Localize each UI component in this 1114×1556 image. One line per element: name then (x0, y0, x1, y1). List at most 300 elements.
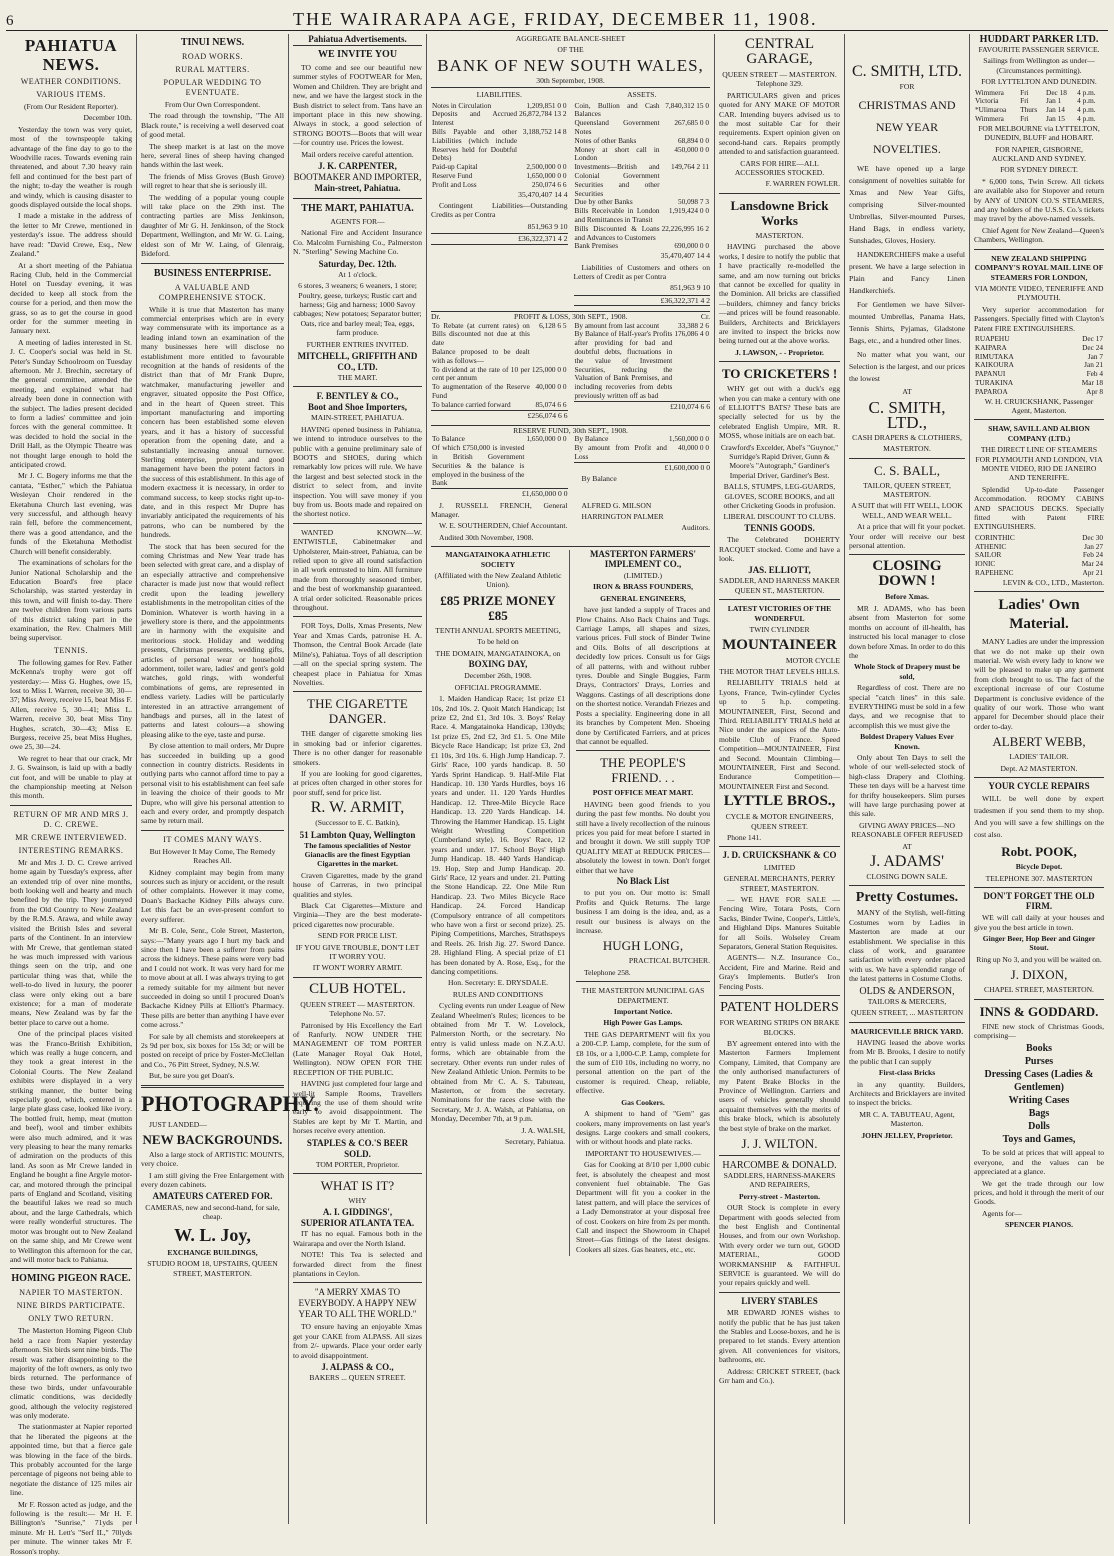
pl-left-row-cell: To augmentation of the Reserve Fund (432, 382, 530, 400)
ship-row-cell: ATHENIC (975, 541, 1007, 551)
rules-sign2: Secretary, Pahiatua. (504, 1136, 565, 1146)
club-staples: STAPLES & CO.'S BEER SOLD. (306, 1137, 409, 1159)
ad-text: MR EDWARD JONES wishes to notify the public that he has just taken the Stables and Loose-boxes, and he is prepared to let stands. Every attention given. All conveniences for visitors, bathrooms, etc. (719, 1308, 840, 1365)
liabilities-table (431, 102, 568, 190)
article-paragraph: Mr J. C. Bogery informs me that the cantata, "Esther," which the Pahiatua Wesleyan Choir rendered in the Eketahuna Church last evening, was very successful, and although heavy rain fell, before the commencement, there was a good attendance, and the funds of the Eketahuna Methodist Church will benefit considerably. (10, 471, 132, 556)
column-pahiatua-news (6, 34, 137, 1556)
asset-row-cell: Investments—British and Colonial Government Securities and other Securities (574, 162, 660, 198)
ad-text: WILL be well done by expert tradesmen if you send them to my shop. And you will save a few shillings on the cost also. (974, 794, 1104, 840)
harcombe-name: HARCOMBE & DONALD. (722, 1159, 837, 1171)
article-paragraph: While it is true that Masterton has many commercial enterprises which are in every way commensurate with its importance as a leading inland town an examination of the many businesses here will disclose no establishment more entitled to favourable recognition at the hands of residents of the district than that of Mr Frank Dupre, watchmaker, manufacturing jeweller and engraver, situated opposite the Post Office, and in the heart of Queen street. This important manufacturing and importing concern has been established some eleven years, and it has a history of successful operation from the opening date, and a substantially increasing annual turnover. Sterling enterprise, probity and good management have been the potent factors in the success of this establishment. In this age of modern exactness it is necessary, in order to command success, to keep stocks right up-to-date, and in this respect Mr Dupre has invariably anticipated the requirements of his patrons, who can be numbered by the hundreds. (141, 304, 284, 540)
armit-sub: (Successor to E. C. Batkin), (315, 818, 400, 828)
pl-left-total: £256,074 6 6 (431, 410, 568, 420)
firm-ring: Ring up No 3, and you will be waited on. (976, 954, 1102, 964)
ad-text: Chief Agent for New Zealand—Queen's Chambers, Wellington. (974, 225, 1104, 245)
liability-row-cell: Paid-up Capital (432, 162, 478, 172)
pl-right-table (574, 322, 711, 401)
ath-date: December 26th, 1908. (464, 671, 532, 681)
article-paragraph: The sheep market is at last on the move here, several lines of sheep having changed hands within the last week. (141, 141, 284, 170)
pl-left-table (431, 322, 568, 410)
liability-row-cell: Deposits and Accrued Interest (432, 109, 518, 128)
ship-row-cell: Mar 24 (1081, 559, 1103, 569)
inns-agents: Agents for— (982, 1208, 1022, 1218)
pl-right-row-cell: By Balance of Half-year's Profits after providing for bad and doubtful debts, fluctuations in the value of Investment Securities, reducing the Valuation of Bank Premises, and including recoveries from debts previously written off as bad (574, 329, 673, 400)
comes-heading: IT COMES MANY WAYS. (163, 834, 262, 844)
ad-text: If you are looking for good cigarettes, at prices often charged in other stores for poor stuff, send for price list. (293, 768, 422, 797)
pl-right-row-cell: 33,388 2 6 (677, 320, 709, 330)
reserve-fund (431, 435, 710, 500)
grand-liab: £36,322,371 4 2 (431, 233, 568, 244)
ad-text: For Gentlemen we have Silver-mounted Umbrellas, Panama Hats, Tennis Shirts, Pyjamas, Gladstone Bags, etc., and a hundred other lines. (849, 300, 965, 346)
lyttle-sub: CYCLE & MOTOR ENGINEERS, QUEEN STREET. (725, 812, 834, 831)
pahiatua-ads-banner: Pahiatua Advertisements. (293, 34, 422, 46)
ball-name: C. S. BALL, (873, 462, 941, 478)
liabilities-heading: LIABILITIES. (476, 90, 522, 100)
pl-right-row-cell: 176,086 4 0 (674, 329, 709, 339)
shaw-heading: SHAW, SAVILL AND ALBION COMPANY (LTD.) (988, 424, 1090, 443)
ad-text: BALLS, STUMPS, LEG-GUARDS, GLOVES, SCORE BOOKS, and all other Cricketing Goods in profusion. (723, 482, 836, 511)
bentley-name: F. BENTLEY & CO., (316, 391, 399, 402)
photo-ad-line: CAMERAS, new and second-hand, for sale, cheap. (145, 1203, 280, 1222)
farm-gen: GENERAL ENGINEERS, (600, 593, 686, 603)
sailing-row-cell: Jan 1 (1046, 96, 1062, 106)
ad-text: HAVING just completed four large and well-lit Sample Rooms, Travellers requiring the use of them should write early to avoid disappointment. The Stables are kept by Mr T. Martin, and horses receive every attention. (293, 1079, 422, 1136)
byline: From Our Own Correspondent. (164, 100, 261, 109)
ship-row-cell: Mar 18 (1081, 377, 1103, 387)
harcombe-sub: SADDLERS, HARNESS-MAKERS AND REPAIRERS, (723, 1170, 836, 1190)
pl-left-row (431, 348, 568, 366)
article-paragraph: The friends of Miss Groves (Bush Grove) will regret to hear that she is seriously ill. (141, 171, 284, 191)
invite-heading: WE INVITE YOU (317, 49, 398, 60)
farm-text: have just landed a supply of Traces and Plow Chains. Also Back Chains and Tugs. Carriage Lamps, all shapes and sizes, various prices. Full stock of Binder Twine and Oils. Bolts of all descriptions at decidedly low prices. Consult us for Gigs of all patterns, with and without rubber tyres. Double and Single Buggies, Farm Drays, Contractors' Drays, Lorries and Waggons. Castings of all descriptions done on the shortest notice. Verandah Friezes and Posts a speciality. Engineering done in all its branches by Competent Men. Shoeing done by Certificated Farriers, and at prices that cannot be equalled. (576, 605, 710, 746)
column-smith-ads (845, 34, 970, 1524)
liability-row (431, 128, 568, 163)
farm-ltd: (LIMITED.) (623, 571, 663, 581)
pook-sub: Bicycle Depot. (1015, 862, 1063, 872)
patent-heading: PATENT HOLDERS (720, 1000, 839, 1016)
amateurs-line: AMATEURS CATERED FOR. (152, 1190, 273, 1201)
pigeon-subhead: NINE BIRDS PARTICIPATE. (16, 1301, 126, 1311)
smith-place: MASTERTON. (883, 444, 931, 454)
signature: W. E. SOUTHERDEN, Chief Accountant. (439, 521, 568, 531)
ad-text: FINE new stock of Christmas Goods, comprising— (974, 1021, 1104, 1040)
pl-left-row-cell: 85,074 6 6 (535, 399, 567, 409)
ad-text: MR J. ADAMS, who has been absent from Masterton for some months on account of ill-health, has instructed his local manager to close down before Xmas. In order to do this the (849, 603, 965, 660)
carpenter-trade: BOOTMAKER AND IMPORTER, (293, 172, 422, 183)
pl-left-row-cell: 6,128 6 5 (539, 320, 567, 330)
xmas-heading: "A MERRY XMAS TO EVERYBODY. A HAPPY NEW YEAR TO ALL THE WORLD." (298, 1287, 417, 1320)
harcombe-address: Perry-street - Masterton. (738, 1191, 821, 1201)
rules-text: Cycling events run under League of New Zealand Wheelmen's Rules; licences to be obtained from Mr T. W. Lovelock, Palmerston North, or the secretary. No entry is valid unless made on N.Z.A.U. forms, which are obtainable from the secretary. Other events run under rules of New Zealand Athletic Union. Permits to be obtained from Mr C. A. S. Tabuteau, Masterton, or from the secretary. Nominations for the races close with the Secretary, Mr J. A. Walsh, at Pahiatua, on Monday, December 7th, at 9 p.m. (431, 1001, 565, 1124)
mart-heading: THE MART, PAHIATUA. (301, 203, 414, 215)
nz-ships-table (974, 335, 1104, 397)
pl-right-total: £210,074 6 6 (574, 401, 711, 411)
dixon-address: CHAPEL STREET, MASTERTON. (984, 985, 1094, 995)
mountaineer-name: MOUNTAINEER (722, 636, 837, 653)
page-number: 6 (6, 13, 15, 29)
ship-row-cell: Dec 17 (1082, 333, 1103, 343)
res-left-row-cell: To Balance (432, 434, 465, 444)
ship-row-cell: RIMUTAKA (975, 351, 1014, 361)
contingent-val: 851,963 9 10 (527, 221, 568, 231)
meat-text2: to put you on. Our motto is: Small Profits and Quick Returns. The large business I am doing is the idea, and, as a result our business is always on the increase. (576, 888, 710, 936)
cycle-heading: YOUR CYCLE REPAIRS (988, 781, 1090, 792)
tinui-subhead: POPULAR WEDDING TO EVENTUATE. (163, 78, 262, 97)
sailing-row-cell: Jan 14 (1046, 105, 1065, 115)
asset-row (574, 225, 711, 243)
ad-text: Mail orders receive careful attention. (301, 149, 414, 159)
carpenter-name: J. K. CARPENTER, (318, 161, 397, 172)
armit-trouble: IF YOU GIVE TROUBLE, DON'T LET IT WORRY YOU. (295, 942, 420, 962)
list-item: Purses (1024, 1056, 1054, 1068)
article-paragraph: The examinations of scholars for the Junior National Scholarship and the Education Board's free place Scholarship, was started yesterday in this town, and will finish to-day. There are twelve children from various parts of this district taking part in the examination, the Rev. Chalmers Mill being supervisor. (10, 558, 132, 643)
giddings-name: A. I. GIDDINGS', (322, 1207, 393, 1218)
various-items-subhead: VARIOUS ITEMS. (36, 90, 106, 99)
ship-row-cell: IONIC (975, 559, 996, 569)
article-paragraph: But, be sure you get Doan's. (149, 1071, 235, 1081)
res-right-bal: By Balance (581, 474, 617, 484)
article-paragraph: The wedding of a popular young couple will take place on the 29th inst. The contracting parties are Miss Jenkinson, daughter of Mr G. H. Jenkinson, of the Stock Department, Wellington, and Mr W. G. Laing, eldest son of Mr W. Laing, of Glenraig, Bideford. (141, 192, 284, 259)
sailing-row-cell: Fri (1020, 87, 1029, 97)
garage-heading: CENTRAL GARAGE, (744, 36, 815, 67)
signature: HARRINGTON PALMER (581, 511, 664, 521)
smith-name-2: C. SMITH, LTD., (868, 397, 946, 432)
asset-row-cell: 7,840,312 15 0 (665, 100, 709, 110)
ship-row-cell: Feb 4 (1086, 369, 1103, 379)
liability-row (431, 181, 568, 190)
asset-row (574, 207, 711, 225)
elliott-name: JAS. ELLIOTT, (748, 565, 811, 576)
ad-text: IT has no equal. Famous both in the Wairarapa and over the North Island. (293, 1229, 422, 1248)
liability-row-cell: Notes in Circulation (432, 100, 492, 110)
ship-row-cell: PAPAROA (975, 386, 1008, 396)
armit-send: SEND FOR PRICE LIST. (317, 931, 398, 941)
ship-row-cell: Apr 8 (1086, 386, 1103, 396)
mart-date: Saturday, Dec. 12th. (318, 258, 397, 269)
mart-agents: AGENTS FOR— (330, 217, 385, 227)
assets-side (574, 90, 711, 308)
bentley-address: MAIN-STREET, PAHIATUA. (310, 413, 405, 423)
res-right-row-cell: 1,560,000 0 0 (668, 434, 709, 444)
asset-row-cell: 450,000 0 0 (674, 144, 709, 154)
meat-nolist: No Black List (616, 875, 670, 886)
column-pahiatua-ads (289, 34, 427, 1524)
article-paragraph: For sale by all chemists and storekeepers at 2s 9d per box, six boxes for 15s 3d; or will be posted on receipt of price by Foster-McClellan and Co., 76 Pitt Street, Sydney, N.S.W. (141, 1031, 284, 1069)
article-paragraph: The Masterton Homing Pigeon Club held a race from Napier yesterday afternoon. Six birds sent nine birds. The result was rather disappointing to the majority of the loft owners, as only two birds returned. The performance of these two birds, under unfavourable climatic conditions, was decidedly good, although the velocity registered was only moderate. (10, 1326, 132, 1420)
sailing-row-cell: 4 p.m. (1077, 105, 1096, 115)
motor-twin: TWIN CYLINDER (749, 625, 810, 635)
mauriceville-heading: MAURICEVILLE BRICK YARD. (850, 1026, 964, 1036)
smith-at: AT (902, 387, 912, 397)
liability-row-cell: 2,500,000 0 0 (526, 162, 567, 172)
ad-text: in any quantity. Builders, Architects and Bricklayers are invited to inspect the bricks. (849, 1079, 965, 1108)
adams-name: J. ADAMS' (869, 853, 944, 871)
ath-held: To be held on (477, 637, 519, 647)
asset-row (574, 242, 711, 251)
brick-prop: J. LAWSON, - - Proprietor. (735, 347, 824, 357)
return-heading: RETURN OF MR AND MRS J. D. C. CREWE. (13, 809, 129, 829)
giddings-sub: SUPERIOR ATLANTA TEA. (300, 1218, 415, 1229)
list-item: Writing Cases (1008, 1095, 1070, 1107)
cigarette-heading: THE CIGARETTE DANGER. (307, 696, 408, 727)
profit-loss (431, 322, 710, 422)
bank-top: AGGREGATE BALANCE-SHEET (515, 34, 626, 43)
elliott-sub: SADDLER, AND HARNESS MAKER QUEEN ST., MASTERTON. (719, 576, 840, 595)
asset-row-cell: 50,098 7 3 (677, 197, 709, 207)
res-right-table (574, 435, 711, 461)
assets-contra: Liabilities of Customers and others on Letters of Credit as per Contra (573, 262, 710, 281)
ship-row-cell: Jan 27 (1084, 541, 1103, 551)
article-paragraph: A meeting of ladies interested in St. J. C. Cooper's social was held in St. Peter's Sunday Schoolroom on Tuesday afternoon. Mr J. Brechin, secretary of the general committee, attended the meeting, and explained what had already been done in connection with the subject. The ladies present decided to form a ladies' committee and join forces with the general committee. It was decided to hold the social in the Drill Hall, as the Olympic Theatre was not thought large enough to hold the anticipated crowd. (10, 337, 132, 470)
column-shipping-ads (970, 34, 1108, 1524)
bank-date: 30th September, 1908. (536, 75, 605, 85)
ad-text: TO ensure having an enjoyable Xmas get your CAKE from ALPASS. All sizes from 2/- upwards. Place your order early to avoid disappointment. (293, 1322, 422, 1360)
alpass-name: J. ALPASS & CO., (321, 1362, 394, 1372)
ad-text: BY agreement entered into with the Masterton Farmers Implement Company, Limited, that Company are the only authorised manufacturers of my Patent Brake Blocks in the Province of Wellington. Carriers and users of vehicles generally should acquaint themselves with the merits of this brake block, which is absolutely the best style of brake on the market. (719, 1038, 840, 1133)
asset-row-cell: Bills Receivable in London and Remittances in Transit (574, 206, 660, 224)
smith-xmas: CHRISTMAS AND NEW YEAR NOVELTIES. (858, 98, 956, 157)
ad-text: At a price that will fit your pocket. Your order will receive our best personal attention. (849, 522, 965, 551)
gas-text: THE GAS DEPARTMENT will fix you a 200-C.P. Lamp, complete, for the sum of £8 10s, or a 1,000-C.P. Lamp, complete for the sum of £10 10s, including no worry, no personal attention on the part of the customer is required. Cheap, reliable, effective. (576, 1029, 710, 1096)
hp-for3: FOR NAPIER, GISBORNE, AUCKLAND AND SYDNEY. (991, 144, 1087, 164)
bank-of: OF THE (557, 45, 584, 55)
hp-for4: FOR SYDNEY DIRECT. (1000, 165, 1078, 175)
ship-row-cell: SAILOR (975, 550, 1002, 560)
shaw-sub: THE DIRECT LINE OF STEAMERS FOR PLYMOUTH AND LONDON, VIA MONTE VIDEO, RIO DE JANEIRO AND TENERIFFE. (975, 445, 1103, 483)
sailing-row-cell: Fri (1020, 114, 1029, 124)
hp-text: Sailings from Wellington as under—(Circumstances permitting). (983, 56, 1095, 75)
pl-left-row-cell: 40,000 0 0 (535, 382, 567, 392)
sailing-row-cell: Wimmera (975, 114, 1004, 124)
tennis-goods-heading: TENNIS GOODS. (744, 522, 815, 533)
ad-text: WANTED KNOWN—W. ENTWISTLE, Cabinetmaker and Upholsterer, Main-street, Pahiatua, can be relied upon to give all round satisfaction in all work entrusted to him. All furniture made from thoroughly seasoned timber, and the best of workmanship guaranteed. A trial order solicited. Reasonable prices throughout. (293, 527, 422, 613)
ad-text: RELIABILITY TRIALS held at Lyons, France, Twin-cylinder Cycles up to 5 h.p. competing. MOUNTAINEER, First, Second and Third. RELIABILITY TRIALS held at Nice under the auspices of the Auto-mobile Club of France. Speed Competition—MOUNTAINEER, First and Second. Mountain Climbing—MOUNTAINEER, First and Second. Endurance Competition—MOUNTAINEER First and Second. (719, 678, 840, 791)
asset-row-cell: Due by other Banks (574, 197, 633, 207)
liability-row-cell: 26,872,784 13 2 (519, 109, 567, 119)
asset-row-cell: 1,919,424 0 0 (668, 206, 709, 216)
ship-row-cell: PAPANUI (975, 369, 1006, 379)
ship-row-cell: Dec 24 (1082, 342, 1103, 352)
ship-row-cell: KAIPARA (975, 342, 1007, 352)
pigeon-subhead: NAPIER TO MASTERTON. (19, 1288, 123, 1298)
pook-tel: TELEPHONE 307. MASTERTON (985, 873, 1093, 883)
joy-address: EXCHANGE BUILDINGS, (167, 1247, 258, 1257)
res-right-row-cell: By amount from Profit and Loss (574, 443, 667, 461)
ad-text: HAVING leased the above works from Mr B. Brooks, I desire to notify the public that I can supply (849, 1037, 965, 1066)
what-heading: WHAT IS IT? (320, 1177, 395, 1193)
joy-name: W. L. Joy, (174, 1224, 251, 1245)
article-paragraph: Mr and Mrs J. D. C. Crewe arrived home again by Tuesday's express, after an extended trip of over nine months, both looking well and hearty and much benefited by the trip. They journeyed from the Old Country to New Zealand by the R.M.S. Arawa, and while away visited the British Isles and several parts of the Continent. In an interview with Mr Crewe, that gentleman stated he was much impressed with various things seen on the trip, and one particular thing was that, while the well-to-do lived in luxury, the poorer class were only eking out a bare existence; for a man of moderate means, New Zealand was by far the better place to carve out a home. (10, 857, 132, 1027)
ad-text: PARTICULARS given and prices quoted for ANY MAKE OF MOTOR CAR. Intending buyers advised us to the most suitable Car for their requirements. Expert opinion given on second-hand cars. Repairs promptly attended to and satisfaction guaranteed. (719, 90, 840, 157)
gas-text2: A shipment to hand of "Gem" gas cookers, many improvements on last year's designs. Large cookers and small cookers, with or without hoods and plate racks. (576, 1109, 710, 1147)
hp-for2: FOR MELBOURNE via LYTTELTON, DUNEDIN, BLUFF and HOBART. (978, 123, 1100, 143)
asset-row-cell: Notes of other Banks (574, 135, 637, 145)
mitchell-sub: THE MART. (337, 372, 378, 382)
hp-heading: HUDDART PARKER LTD. (979, 34, 1099, 45)
liability-row (431, 110, 568, 128)
ad-text: HAVING opened business in Pahiatua, we intend to introduce ourselves to the public with a genuine preliminary sale of BOOTS and SHOES, during which remarkably low prices will rule. We have the largest and best selected stock in the district to select from, and invite inspection. You will save money if you buy from us. Boots made and repaired on the shortest notice. (293, 424, 422, 519)
ladies-heading: Ladies' Own Material. (998, 597, 1080, 633)
ad-text: — WE HAVE FOR SALE — Fencing Wire, Totara Posts, Corn Sacks, Binder Twine, Cooper's, Little's, and Highland Dips. Manures Suitable for all Soils. Wolseley Cream Separators, General Station Requisites. (719, 895, 840, 952)
pl-left-row-cell: To balance carried forward (432, 399, 511, 409)
nz-heading: NEW ZEALAND SHIPPING COMPANY'S ROYAL MAIL LINE OF STEAMERS FOR LONDON, (974, 253, 1104, 282)
hugh-tel: Telephone 258. (584, 967, 631, 977)
inns-heading: INNS & GODDARD. (979, 1003, 1099, 1019)
article-paragraph: The stock that has been secured for the coming Christmas and New Year trade has been selected with great care, and a display of an especially attractive and comprehensive character is made just now that would reflect credit upon the leading jewellery establishments in the metropolitan cities of the Dominion. Whatever is worth having in a jewellery store is there, and the appointments are in harmony with the exquisite and meritorious stock. Holiday and wedding presents, Christmas presents, wedding gifts, articles of personal wear or household adornment, toilet ware, ladies' and gent's gold watches, gold rings, with wonderful combinations of gems, are represented in endless variety. Ladies will be particularly interested in an attractive arrangement of handbags and purses, all in the latest of patterns and latest colours—a showing pleasing alike to the eye, taste and purse. (141, 541, 284, 739)
pl-left-row-cell: To dividend at the rate of 10 per cent per annum (432, 364, 530, 383)
res-left-total: £1,650,000 0 0 (431, 488, 568, 498)
armit-worry: IT WON'T WORRY ARMIT. (312, 963, 403, 973)
ship-row-cell: RUAPEHU (975, 333, 1010, 343)
closing-boldest: Boldest Drapery Values Ever Known. (860, 732, 954, 751)
gas-heading: THE MASTERTON MUNICIPAL GAS DEPARTMENT. (581, 986, 705, 1005)
webb-address: Dept. A2 MASTERTON. (1000, 763, 1078, 773)
sailing-row-cell: 4 p.m. (1077, 96, 1096, 106)
motor-latest: LATEST VICTORIES OF THE WONDERFUL (727, 604, 832, 623)
list-item: Dressing Cases (Ladies & Gentlemen) (984, 1069, 1094, 1094)
pl-dr: Dr. (431, 312, 441, 322)
liability-row-cell: Profit and Loss (432, 179, 477, 189)
asset-row-cell: Bills Discounted & Loans and Advances to Customers (574, 223, 660, 242)
ship-row-cell: Jan 21 (1084, 360, 1103, 370)
gas-cookers: Gas Cookers. (621, 1097, 665, 1107)
res-right-total: £1,600,000 0 0 (574, 462, 711, 472)
ad-text: The Celebrated DOHERTY RACQUET stocked. Come and have a look. (719, 535, 840, 564)
pahiatua-news-heading: PAHIATUA NEWS. (24, 36, 118, 74)
ad-text: Splendid Up-to-date Passenger Accommodation. ROOMY CABINS AND SPACIOUS DECKS. Specially fitted with Patent FIRE EXTINGUISHERS. (974, 484, 1104, 532)
article-paragraph: The stationmaster at Napier reported that he liberated the pigeons at the appointed time, but that a fierce gale was blowing in the face of the birds. This probably accounted for the large percentage of pigeons not being able to negotiate the distance of 125 miles air line. (10, 1422, 132, 1498)
ath-items: 1. Maiden Handicap Race; 1st prize £1 10s, 2nd 10s. 2. Quoit Match Handicap; 1st prize £2, 2nd £1, 3rd 10s. 3. Boys' Relay Race. 4. Mangatainoka Handicap, 130yds; 1st prize £5, 2nd £2, 3rd £1. 5. One Mile Bicycle Race Handicap; 1st prize £3, 2nd £1 10s, 3rd 10s. 6. High Jump Handicap. 7. Girls' Race, 100 yards handicap. 8. 50 Yards Sprint Handicap. 9. Half-Mile Flat Handicap. 10. 130 Yards Hurdles, boys 16 years and under. 11. 120 Yards Hurdles Handicap. 12. Three-Mile Bicycle Race Handicap. 13. 220 Yards Handicap. 14. Throwing the Hammer Handicap. 15. Light Weight Wrestling Competition (Cumberland style). 16. Boys' Race, 12 years and under. 17. School Boys' High Jump Handicap. 18. 440 Yards Handicap. 19. Hop, Step and Jump Handicap. 20. Girls' Race, 12 years and under. 21. Putting the Stone Handicap. 22. One Mile Run Handicap. 23. Two Miles Bicycle Race Handicap. 24. Forced Handicap (Compulsory entrance of all competitors who have won a first or second prize). 25. Piping Competitions, Marches, Strathspeys and Reels. 26. Irish Jig. 27. Sword Dance. 28. Highland Fling. A special prize of £1 has been donated by A. Rose, Esq., for the dancing competitions. (431, 694, 565, 977)
liability-row-cell: 250,074 6 6 (531, 179, 567, 189)
mitchell-name: MITCHELL, GRIFFITH AND CO., LTD. (297, 350, 418, 372)
asset-row-cell: 22,226,995 16 2 (661, 223, 709, 233)
mauri-first: First-class Bricks (878, 1068, 936, 1078)
asset-row-cell: Coin, Bullion and Cash Balances (574, 100, 660, 119)
ship-row-cell: RAPEHENC (975, 567, 1014, 577)
ath-programme: OFFICIAL PROGRAMME. (454, 682, 542, 692)
assets-total: 35,470,407 14 4 (660, 251, 710, 261)
res-right-row-cell: By Balance (574, 434, 609, 444)
asset-row-cell: 149,764 2 11 (670, 162, 709, 172)
meat-text: HAVING been good friends to you during the past few months. No doubt you still have a lively recollection of the ruinous prices you paid for meat before I started in and brought it down. We still supply TOP QUALITY MEAT at REDUCK PRICES—absolutely the lowest in town. Don't forget either that we have (576, 799, 710, 875)
pl-left-row (431, 366, 568, 384)
ad-text: Regardless of cost. There are no special "catch lines" in this sale. EVERYTHING must be sold in a few days, and we recognise that to accomplish this we must give the (849, 683, 965, 730)
sailing-row-cell: Jan 15 (1046, 114, 1065, 124)
shaw-agent: LEVIN & CO., LTD., Masterton. (1002, 577, 1104, 587)
comes-subhead: But However It May Come, The Remedy Reaches All. (149, 846, 276, 866)
signature: ALFRED G. MILSON (581, 500, 652, 510)
pl-left-row-cell: 125,000 0 0 (531, 364, 567, 374)
pigeon-heading: HOMING PIGEON RACE. (11, 1273, 131, 1285)
ad-text: HAVING purchased the above works, I desire to notify the public that I have practically re-modelled the same, and am now turning out bricks that cannot be excelled for quality in the Dominion. All bricks are classified—builders, chimney and fancy bricks—and prices will be found reasonable. Builders, Architects and Bricklayers are invited to inspect the bricks now being turned out at the above works. (719, 242, 840, 346)
bentley-trade: Boot and Shoe Importers, (307, 402, 407, 413)
sailing-row-cell: Victoria (975, 96, 999, 106)
contingent: Contingent Liabilities—Outstanding Credits as per Contra (431, 201, 568, 220)
ad-text: AGENTS— N.Z. Insurance Co., Accident, Fire and Marine. Reid and Gray's Implements. Butler's Iron Fencing Posts. (719, 953, 840, 991)
asset-row-cell: 690,000 0 0 (674, 241, 709, 251)
photography-heading: PHOTOGRAPHY. (141, 1090, 319, 1116)
ship-row-cell: Jan 7 (1087, 351, 1103, 361)
patent-sub: FOR WEARING STRIPS ON BRAKE BLOCKS. (719, 1018, 840, 1037)
column-masterton-ads (715, 34, 845, 1524)
ath-secretary: Hon. Secretary: E. DRYSDALE. (448, 978, 548, 988)
sailing-row-cell: Thurs (1020, 105, 1038, 115)
sailing-row (974, 115, 1104, 124)
mart-time: At 1 o'clock. (338, 269, 377, 279)
mauri-agent: MR C. A. TABUTEAU, Agent, Masterton. (859, 1109, 955, 1129)
shaw-ships-table (974, 534, 1104, 578)
article-paragraph: Kidney complaint may begin from many sources such as injury or accident, or the result of other complaints. However it may come, Doan's Backache Kidney Pills always cure. Let this fact be an ever-present comfort to every sufferer. (141, 867, 284, 924)
adams-sub: CLOSING DOWN SALE. (866, 872, 948, 882)
crui-sub: GENERAL MERCHANTS, PERRY STREET, MASTERTON. (723, 874, 836, 893)
hp-for1: FOR LYTTELTON AND DUNEDIN. (981, 77, 1097, 87)
mart-items: 6 stores, 3 weaners; 6 weaners, 1 store; Poultry, geese, turkeys; Rustic cart and harness; Gig and harness; 1000 Savoy cabbages; New potatoes; Separator butter; Oats, rice and barley meal; Tea, eggs, farm produce. (293, 281, 422, 338)
smith-sub: CASH DRAPERS & CLOTHIERS, (852, 432, 962, 442)
ad-text: No matter what you want, our Selection is the largest, and our prices the lowest (849, 350, 965, 384)
sailing-row-cell: Dec 18 (1046, 87, 1067, 97)
pl-cr: Cr. (700, 312, 710, 322)
liability-row-cell: 1,650,000 0 0 (526, 171, 567, 180)
bank-name: BANK OF NEW SOUTH WALES, (437, 55, 704, 75)
tinui-subhead: ROAD WORKS. (182, 52, 243, 61)
ad-text: TO come and see our beautiful new summer styles of FOOTWEAR for Men, Women and Children. They are bright and new, and we have the largest stock in the Bush district to select from. Tans have an important place in this new showing. Always in stock, a good selection of STRONG BOOTS—Boots that will wear—for country use. Prices the lowest. (293, 63, 422, 148)
interview-heading: MR CREWE INTERVIEWED. (15, 832, 127, 842)
list-item: Toys and Games, (1002, 1134, 1076, 1146)
olds-address: QUEEN STREET, ... MASTERTON (850, 1008, 964, 1018)
closing-heading: CLOSING DOWN ! (872, 558, 942, 590)
nz-sub: VIA MONTE VIDEO, TENERIFFE AND PLYMOUTH. (974, 283, 1104, 303)
closing-at: AT (902, 841, 912, 851)
pigeon-subhead: ONLY TWO RETURN. (28, 1314, 114, 1324)
photo-ad-line: JUST LANDED— (149, 1119, 207, 1129)
ad-text: WE have opened up a large consignment of novelties suitable for Xmas and New Year Gifts, comprising Silver-mounted Umbrellas, Silver-mounted Purses, Hand Bags, in endless variety, Sunshades, Gloves, Hosiery. (849, 164, 965, 246)
ath-heading: MANGATAINOKA ATHLETIC SOCIETY (445, 550, 551, 569)
ship-row-cell: Feb 24 (1082, 550, 1103, 560)
tinui-subhead: RURAL MATTERS. (175, 65, 250, 74)
olds-sub: TAILORS & MERCERS, (867, 996, 947, 1006)
brick-heading: Lansdowne Brick Works (730, 197, 829, 228)
pl-heading: PROFIT & LOSS, 30th SEPT., 1908. (513, 312, 628, 322)
ship-row-cell: Apr 21 (1082, 567, 1103, 577)
crui-ltd: LIMITED (763, 862, 796, 872)
brick-place: MASTERTON. (755, 230, 804, 240)
interesting-subhead: INTERESTING REMARKS. (18, 845, 124, 855)
photo-ad-line: Also a large stock of ARTISTIC MOUNTS, very choice. (141, 1150, 284, 1169)
ad-text: * 6,000 tons, Twin Screw. All tickets are available also for Stopover and return by ANY of UNION CO.'S STEAMERS, and any holders of the U.S.S. Co.'s tickets may travel by the above-named vessels. (974, 176, 1104, 224)
hugh-name: HUGH LONG, (602, 938, 684, 954)
ship-row (974, 388, 1104, 397)
crick-discount: LIBERAL DISCOUNT TO CLUBS. (723, 512, 836, 522)
pook-name: Robt. POOK, (1001, 844, 1077, 860)
lower-columns (431, 550, 710, 1256)
firm-beer: Ginger Beer, Hop Beer and Ginger Stout. (982, 933, 1096, 953)
res-left-row-cell: Of which £750,000 is invested in British Government Securities & the balance is employed in the business of the Bank (432, 443, 525, 488)
motor-levels: THE MOTOR THAT LEVELS HILLS. (719, 666, 840, 676)
article-paragraph: I made a mistake in the address of the letter to Mr Crewe, mentioned in yesterday's issue. The address should have read: "David Crewe, Esq., New Zealand." (10, 211, 132, 259)
ath-place: THE DOMAIN, MANGATAINOKA, on (435, 648, 561, 658)
cruickshank-heading: J. D. CRUICKSHANK & CO (722, 850, 837, 861)
farm-heading: MASTERTON FARMERS' IMPLEMENT CO., (589, 549, 697, 569)
webb-sub: LADIES' TAILOR. (1009, 752, 1069, 762)
ad-text: Crawford's Excelder, Abel's "Guynor," Surridge's Rapid Driver, Gunn & Moore's "Autograph," Gardiner's Imperial Driver, Gardiner's Best. (720, 442, 839, 480)
inns-items-list (974, 1042, 1104, 1146)
sailing-row-cell: Fri (1020, 96, 1029, 106)
club-address: QUEEN STREET — MASTERTON. Telephone No. 57. (300, 999, 415, 1019)
sailing-row-cell: 4 p.m. (1077, 114, 1096, 124)
asset-row (574, 163, 711, 198)
ad-text: NOTE! This Tea is selected and forwarded direct from the finest plantations in Ceylon. (293, 1250, 422, 1278)
gas-notice: Important Notice. (613, 1007, 673, 1017)
